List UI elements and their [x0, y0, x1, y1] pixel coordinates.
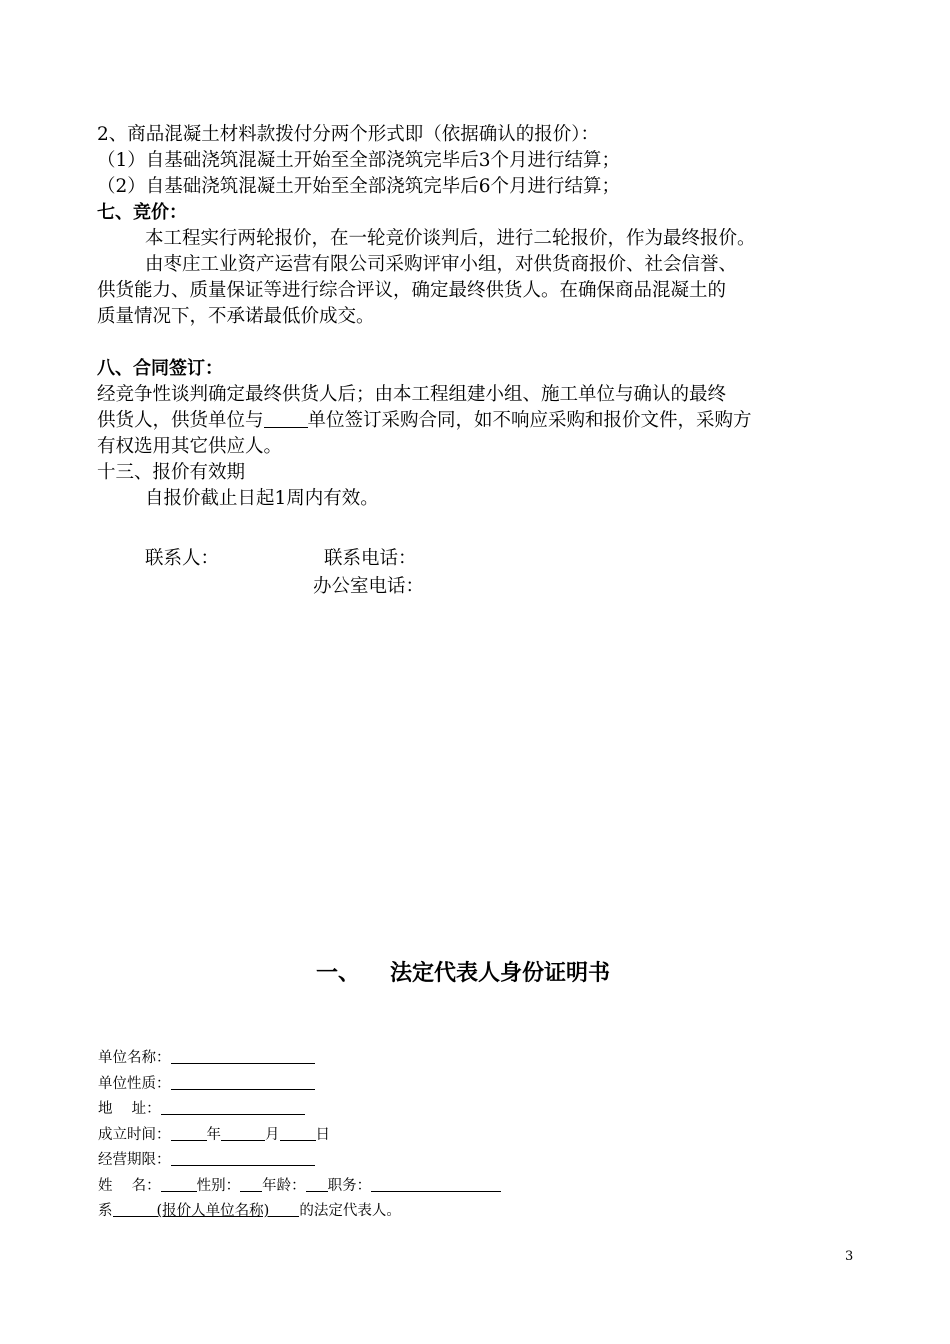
unit-nature-blank: [171, 1073, 315, 1090]
relation-unit-placeholder: (报价人单位名称): [156, 1203, 270, 1219]
relation-prefix: 系: [98, 1203, 113, 1219]
blank-underline: [264, 411, 308, 428]
payment-line: 2、商品混凝土材料款拨付分两个形式即（依据确认的报价）：: [97, 124, 600, 145]
founded-label: 成立时间：: [98, 1126, 171, 1143]
section-7-paragraph-2-line-2: 供货能力、质量保证等进行综合评议，确定最终供货人。在确保商品混凝土的: [97, 280, 727, 301]
page-title: [316, 956, 610, 987]
founded-day-blank: [280, 1124, 316, 1141]
form-row-address: [98, 1097, 501, 1123]
name-label: 姓 名：: [98, 1177, 161, 1194]
form-row-relation: [98, 1199, 501, 1225]
year-label: 年: [206, 1126, 221, 1143]
contact-phone-label: 联系电话：: [324, 548, 417, 569]
unit-name-blank: [171, 1047, 315, 1064]
document-body: [97, 122, 857, 512]
month-label: 月: [265, 1126, 280, 1143]
section-8-line-2: [97, 408, 857, 434]
section-8-line-2-start: 供货人，供货单位与: [97, 410, 264, 431]
section-8-line-2-end: 单位签订采购合同，如不响应采购和报价文件，采购方: [307, 410, 752, 431]
relation-suffix: 的法定代表人。: [299, 1203, 401, 1219]
form-row-unit-name: [98, 1046, 501, 1072]
section-8-line-1: 经竞争性谈判确定最终供货人后；由本工程组建小组、施工单位与确认的最终: [97, 384, 727, 405]
office-phone-label: 办公室电话：: [313, 576, 425, 597]
age-label: 年龄：: [262, 1177, 306, 1194]
day-label: 日: [315, 1126, 330, 1143]
relation-blank-1: [113, 1200, 157, 1217]
identity-form: [98, 1046, 501, 1225]
form-row-term: [98, 1148, 501, 1174]
section-13-heading: 十三、报价有效期: [97, 462, 246, 483]
payment-option-2: （2）自基础浇筑混凝土开始至全部浇筑完毕后6个月进行结算；: [97, 176, 621, 197]
payment-option-1: （1）自基础浇筑混凝土开始至全部浇筑完毕后3个月进行结算；: [97, 150, 621, 171]
page-number: 3: [845, 1249, 854, 1264]
address-blank: [161, 1098, 305, 1115]
position-label: 职务：: [327, 1177, 372, 1194]
section-7-paragraph-2-line-1: 由枣庄工业资产运营有限公司采购评审小组，对供货商报价、社会信誉、: [145, 254, 738, 275]
section-8-line-3: 有权选用其它供应人。: [97, 436, 283, 457]
gender-label: 性别：: [196, 1177, 241, 1194]
address-label: 地 址：: [98, 1101, 161, 1117]
form-row-founded: [98, 1123, 501, 1149]
founded-year-blank: [171, 1124, 207, 1141]
position-blank: [371, 1175, 501, 1192]
section-7-paragraph-1: 本工程实行两轮报价，在一轮竞价谈判后，进行二轮报价，作为最终报价。: [145, 228, 756, 249]
term-blank: [171, 1149, 315, 1166]
section-8-heading: 八、合同签订：: [97, 358, 223, 379]
age-blank: [306, 1175, 328, 1192]
gender-blank: [240, 1175, 262, 1192]
unit-name-label: 单位名称：: [98, 1050, 171, 1066]
unit-nature-label: 单位性质：: [98, 1075, 171, 1092]
form-row-person: [98, 1174, 501, 1200]
relation-blank-2: [269, 1200, 299, 1217]
founded-month-blank: [221, 1124, 265, 1141]
section-7-paragraph-2-line-3: 质量情况下，不承诺最低价成交。: [97, 306, 375, 327]
name-blank: [161, 1175, 197, 1192]
section-13-paragraph: 自报价截止日起1周内有效。: [145, 488, 379, 509]
form-row-unit-nature: [98, 1072, 501, 1098]
term-label: 经营期限：: [98, 1152, 171, 1168]
contact-person-label: 联系人：: [145, 548, 220, 569]
title-number: 一、: [316, 961, 361, 986]
title-text: 法定代表人身份证明书: [390, 961, 611, 986]
section-7-heading: 七、竞价：: [97, 202, 187, 223]
